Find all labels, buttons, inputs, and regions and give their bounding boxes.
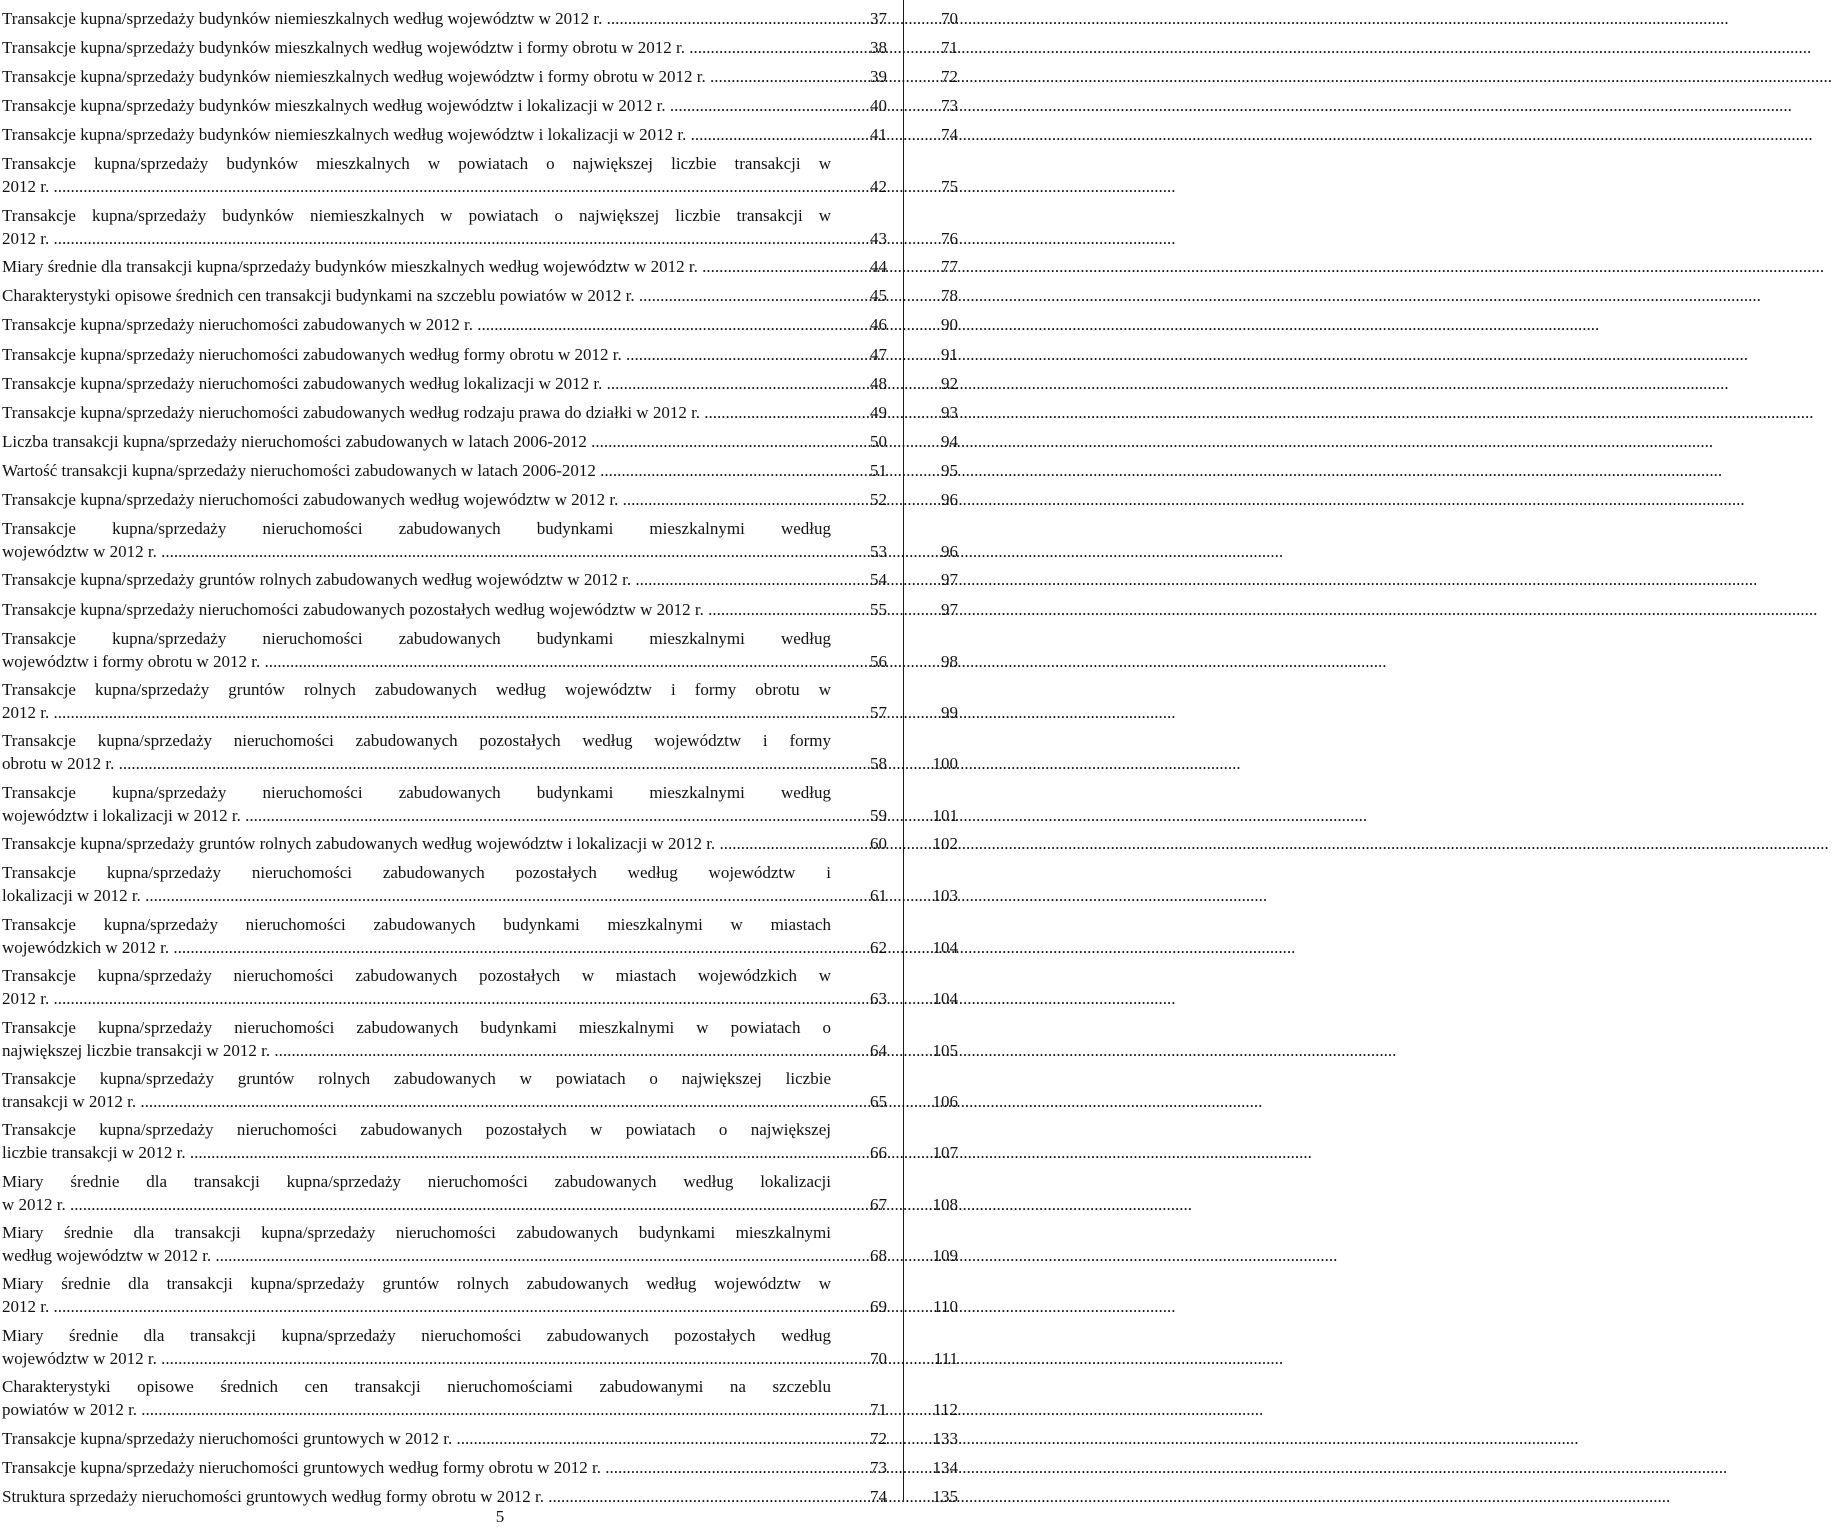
dot-leader: ..... ... <box>702 255 1824 278</box>
toc-entry-number: 54 <box>870 570 887 590</box>
toc-entry-title-line-with-leader <box>2 832 831 855</box>
dot-leader: ..... ... <box>119 752 1241 775</box>
toc-entry-title-line: Transakcje kupna/sprzedaży nieruchomości zabudowanych budynkami mieszkalnymi według <box>2 519 831 539</box>
toc-entry-title-line: Transakcje kupna/sprzedaży nieruchomości zabudowanych pozostałych w miastach wojewódzkich w <box>2 966 831 986</box>
dot-leader: ..... ... <box>245 804 1367 827</box>
toc-entry-title-line: Transakcje kupna/sprzedaży nieruchomości zabudowanych pozostałych według województw i formy <box>2 731 831 751</box>
toc-entry[interactable] <box>0 517 1284 568</box>
toc-entry-title-line: Miary średnie dla transakcji kupna/sprzedaży gruntów rolnych zabudowanych według województw w <box>2 1274 831 1294</box>
toc-entry-number: 73 <box>870 1457 887 1477</box>
toc-entry[interactable] <box>0 123 1813 152</box>
toc-entry-title-text: województw i formy obrotu w 2012 r. <box>2 651 265 671</box>
toc-entry[interactable] <box>0 678 1176 729</box>
toc-entry-title <box>2 832 831 855</box>
toc-entry-title-text: Struktura sprzedaży nieruchomości gruntowych według formy obrotu w 2012 r. <box>2 1486 549 1506</box>
toc-entry-page-number: 90 <box>941 315 958 335</box>
toc-entry[interactable] <box>0 1272 1176 1323</box>
toc-entry[interactable] <box>0 861 1268 912</box>
toc-entry-page-number: 96 <box>941 542 958 562</box>
toc-entry[interactable] <box>0 627 1387 678</box>
dot-leader: ..... ... <box>161 540 1283 563</box>
toc-entry-page-number: 101 <box>932 805 958 825</box>
toc-entry-page-number: 108 <box>932 1194 958 1214</box>
toc-entry[interactable] <box>0 313 1600 342</box>
toc-entry[interactable] <box>0 204 1176 255</box>
toc-entry-page-number: 134 <box>932 1457 958 1477</box>
toc-entry[interactable] <box>0 1221 1338 1272</box>
toc-entry-page-number: 78 <box>941 286 958 306</box>
toc-entry[interactable] <box>0 598 960 627</box>
toc-entry[interactable] <box>0 459 1723 488</box>
toc-entry-title-text: transakcji w 2012 r. <box>2 1091 141 1111</box>
toc-entry-title-line: Transakcje kupna/sprzedaży budynków mieszkalnych w powiatach o największej liczbie transakcji w <box>2 154 831 174</box>
toc-entry[interactable] <box>0 729 1241 780</box>
toc-entry-page-number: 102 <box>932 834 958 854</box>
toc-entry-page-number: 99 <box>941 703 958 723</box>
toc-entry-page-number: 92 <box>941 373 958 393</box>
toc-entry-title-line: Transakcje kupna/sprzedaży nieruchomości zabudowanych budynkami mieszkalnymi w powiatach o <box>2 1017 831 1037</box>
toc-entry-page-number: 105 <box>932 1040 958 1060</box>
toc-entry-page-number: 70 <box>941 9 958 28</box>
toc-entry-title-text: Transakcje kupna/sprzedaży budynków mieszkalnych według województw i formy obrotu w 2012 r. <box>2 38 690 58</box>
dot-leader: ..... ... <box>635 568 1757 591</box>
dot-leader: ..... ... <box>173 936 1295 959</box>
toc-entry[interactable] <box>0 430 1714 459</box>
toc-entry-number: 58 <box>870 754 887 774</box>
toc-entry-title-text: 2012 r. <box>2 989 54 1009</box>
toc-entry-title-line: Miary średnie dla transakcji kupna/sprzedaży nieruchomości zabudowanych pozostałych według <box>2 1325 831 1345</box>
toc-entry-number: 37 <box>870 9 887 28</box>
dot-leader: ..... ... <box>607 372 1729 395</box>
toc-entry[interactable] <box>0 1118 1312 1169</box>
toc-entry-number: 61 <box>870 886 887 906</box>
dot-leader: ..... ... <box>274 1039 1396 1062</box>
dot-leader: ..... ... <box>689 36 1811 59</box>
toc-entry-number: 50 <box>870 431 887 451</box>
dot-leader: ..... ... <box>456 1427 1578 1450</box>
toc-entry-page-number: 98 <box>941 651 958 671</box>
toc-entry-number: 70 <box>870 1348 887 1368</box>
toc-entry-title-text: Charakterystyki opisowe średnich cen transakcji budynkami na szczeblu powiatów w 2012 r. <box>2 286 639 306</box>
toc-entry[interactable] <box>0 913 1296 964</box>
toc-entry-title-text: Miary średnie dla transakcji kupna/sprzedaży budynków mieszkalnych według województw w 2012 r. <box>2 257 703 277</box>
toc-entry-title-text: 2012 r. <box>2 228 54 248</box>
toc-entry-title-text: liczbie transakcji w 2012 r. <box>2 1143 190 1163</box>
toc-entry-number: 53 <box>870 542 887 562</box>
toc-entry-number: 45 <box>870 286 887 306</box>
toc-entry-title-text: według województw w 2012 r. <box>2 1246 216 1266</box>
toc-entry[interactable] <box>0 284 1761 313</box>
toc-entry-title-text: lokalizacji w 2012 r. <box>2 886 146 906</box>
toc-entry-page-number: 94 <box>941 431 958 451</box>
toc-entry-page-number: 77 <box>941 257 958 277</box>
toc-entry-page-number: 71 <box>941 38 958 58</box>
toc-entry[interactable] <box>0 36 1812 65</box>
toc-entry-page-number: 73 <box>941 96 958 116</box>
toc-entry-title-line-with-leader <box>2 598 831 621</box>
toc-entry-number: 42 <box>870 177 887 197</box>
dot-leader: ..... ... <box>145 884 1267 907</box>
toc-entry-number: 72 <box>870 1428 887 1448</box>
toc-entry-page-number: 103 <box>932 886 958 906</box>
toc-entry-page-number: 100 <box>932 754 958 774</box>
dot-leader: ..... ... <box>140 1090 1262 1113</box>
toc-entry-number: 57 <box>870 703 887 723</box>
toc-entry-title-text: Transakcje kupna/sprzedaży nieruchomości zabudowanych według lokalizacji w 2012 r. <box>2 373 607 393</box>
toc-entry-page-number: 109 <box>932 1246 958 1266</box>
toc-entry-number: 51 <box>870 460 887 480</box>
toc-entry-title-line: Transakcje kupna/sprzedaży nieruchomości zabudowanych pozostałych według województw i <box>2 863 831 883</box>
toc-entry-page-number: 95 <box>941 460 958 480</box>
toc-entry[interactable] <box>0 1375 1264 1426</box>
dot-leader: ..... ... <box>53 1295 1175 1318</box>
toc-entry[interactable] <box>0 372 1729 401</box>
toc-entry[interactable] <box>0 1324 1284 1375</box>
page-footer-number: 5 <box>495 1507 505 1526</box>
toc-entry[interactable] <box>0 1170 1192 1221</box>
toc-entry-number: 48 <box>870 373 887 393</box>
dot-leader: ..... ... <box>141 1398 1263 1421</box>
toc-entry-number: 49 <box>870 402 887 422</box>
toc-entry[interactable] <box>0 343 1748 372</box>
toc-entry-title-text: Transakcje kupna/sprzedaży nieruchomości gruntowych według formy obrotu w 2012 r. <box>2 1457 606 1477</box>
toc-entry-title-line-with-leader <box>2 401 831 424</box>
toc-entry-title-text: Transakcje kupna/sprzedaży nieruchomości gruntowych w 2012 r. <box>2 1428 457 1448</box>
toc-entry-title-text: Wartość transakcji kupna/sprzedaży nieruchomości zabudowanych w latach 2006-2012 <box>2 460 601 480</box>
dot-leader: ..... ... <box>53 987 1175 1010</box>
dot-leader: ..... ... <box>670 94 1792 117</box>
toc-entry-title-text: największej liczbie transakcji w 2012 r. <box>2 1040 275 1060</box>
toc-entry-title-text: województw w 2012 r. <box>2 542 162 562</box>
toc-entry-title-line: Transakcje kupna/sprzedaży gruntów rolnych zabudowanych w powiatach o największej liczbie <box>2 1068 831 1088</box>
toc-entry-page-number: 112 <box>933 1400 958 1420</box>
toc-entry-title-text: Transakcje kupna/sprzedaży budynków niemieszkalnych według województw i lokalizacji w 2012 r. <box>2 125 691 145</box>
toc-entry-page-number: 111 <box>933 1348 958 1368</box>
toc-entry-title-line: Transakcje kupna/sprzedaży nieruchomości zabudowanych pozostałych w powiatach o największej <box>2 1120 831 1140</box>
toc-entry-number: 71 <box>870 1400 887 1420</box>
toc-entry-number: 40 <box>870 96 887 116</box>
toc-entry-page-number: 97 <box>941 570 958 590</box>
toc-entry[interactable] <box>0 94 1792 123</box>
dot-leader: ..... ... <box>477 313 1599 336</box>
toc-entry[interactable] <box>0 1456 1728 1485</box>
toc-entry-title-text: Transakcje kupna/sprzedaży budynków niemieszkalnych według województw i formy obrotu w 2012 r. <box>2 67 711 87</box>
toc-entry-page-number: 107 <box>932 1143 958 1163</box>
dot-leader: ..... ... <box>53 227 1175 250</box>
toc-entry[interactable] <box>0 964 1176 1015</box>
toc-entry-title-text: Transakcje kupna/sprzedaży gruntów rolnych zabudowanych według województw w 2012 r. <box>2 570 636 590</box>
dot-leader: ..... ... <box>265 650 1387 673</box>
toc-entry-title-line: Transakcje kupna/sprzedaży nieruchomości zabudowanych budynkami mieszkalnymi w miastach <box>2 914 831 934</box>
toc-entry-page-number: 75 <box>941 177 958 197</box>
dot-leader: ..... ... <box>53 175 1175 198</box>
toc-entry-title-text: Transakcje kupna/sprzedaży budynków mieszkalnych według województw i lokalizacji w 2012 r. <box>2 96 670 116</box>
toc-entry-page-number: 104 <box>932 937 958 957</box>
toc-entry-title-text: Transakcje kupna/sprzedaży nieruchomości zabudowanych pozostałych według województw w 2012 r. <box>2 599 709 619</box>
toc-entry-title-text: 2012 r. <box>2 703 54 723</box>
toc-entry-number: 56 <box>870 651 887 671</box>
dot-leader: ..... ... <box>70 1193 1192 1216</box>
toc-entry[interactable] <box>0 65 1832 94</box>
toc-entry[interactable] <box>0 255 1825 284</box>
toc-entry-title-text: Transakcje kupna/sprzedaży nieruchomości zabudowanych w 2012 r. <box>2 315 478 335</box>
toc-entry-number: 43 <box>870 228 887 248</box>
toc-entry-number: 62 <box>870 937 887 957</box>
toc-entry-title-text: 2012 r. <box>2 177 54 197</box>
toc-entry-title-text: powiatów w 2012 r. <box>2 1400 142 1420</box>
toc-entry-number: 68 <box>870 1246 887 1266</box>
toc-entry-page-number: 104 <box>932 989 958 1009</box>
toc-entry[interactable] <box>0 568 1758 597</box>
toc-entry[interactable] <box>0 488 1745 517</box>
toc-entry-page-number: 106 <box>932 1091 958 1111</box>
toc-entry-title-text: 2012 r. <box>2 1297 54 1317</box>
toc-entry-number: 41 <box>870 125 887 145</box>
toc-entry-page-number: 133 <box>932 1428 958 1448</box>
toc-entry-title-text: Transakcje kupna/sprzedaży budynków niemieszkalnych według województw w 2012 r. <box>2 9 607 28</box>
toc-entry-title-text: w 2012 r. <box>2 1194 70 1214</box>
toc-entry-page-number: 96 <box>941 490 958 509</box>
toc-entry-number: 59 <box>870 805 887 825</box>
toc-entry-page-number: 72 <box>941 67 958 87</box>
dot-leader: ..... ... <box>623 488 1745 511</box>
toc-entry-title-text: Transakcje kupna/sprzedaży gruntów rolnych zabudowanych według województw i lokalizacji w 2012 r. <box>2 834 720 854</box>
toc-entry-title-line: Transakcje kupna/sprzedaży budynków niemieszkalnych w powiatach o największej liczbie transakcji w <box>2 205 831 225</box>
toc-entry-title-text: Transakcje kupna/sprzedaży nieruchomości zabudowanych według rodzaju prawa do działki w 2012 r. <box>2 402 705 422</box>
toc-entry-title-line: Transakcje kupna/sprzedaży gruntów rolnych zabudowanych według województw i formy obrotu w <box>2 680 831 700</box>
toc-entry-page-number: 74 <box>941 125 958 145</box>
toc-entry[interactable] <box>0 1427 1579 1456</box>
toc-entry-number: 65 <box>870 1091 887 1111</box>
toc-entry[interactable] <box>0 1016 1397 1067</box>
toc-entry-number: 55 <box>870 599 887 619</box>
toc-entry-page-number: 93 <box>941 402 958 422</box>
toc-entry-title-line: Transakcje kupna/sprzedaży nieruchomości zabudowanych budynkami mieszkalnymi według <box>2 782 831 802</box>
dot-leader: ..... ... <box>605 1456 1727 1479</box>
toc-entry-number: 47 <box>870 344 887 364</box>
toc-entry[interactable] <box>0 401 960 430</box>
toc-entry[interactable] <box>0 152 1176 203</box>
toc-entry-number: 67 <box>870 1194 887 1214</box>
toc-entry-number: 52 <box>870 490 887 509</box>
toc-entry-number: 69 <box>870 1297 887 1317</box>
toc-entry-number: 38 <box>870 38 887 58</box>
toc-entry-number: 74 <box>870 1486 887 1506</box>
dot-leader: ..... ... <box>548 1485 1670 1508</box>
toc-entry-title-text: Transakcje kupna/sprzedaży nieruchomości zabudowanych według formy obrotu w 2012 r. <box>2 344 626 364</box>
toc-entry-title-text: Transakcje kupna/sprzedaży nieruchomości zabudowanych według województw w 2012 r. <box>2 490 623 509</box>
toc-entry-title-line: Miary średnie dla transakcji kupna/sprzedaży nieruchomości zabudowanych budynkami mieszkalnymi <box>2 1223 831 1243</box>
table-of-contents-list <box>0 7 1832 1514</box>
toc-entry-page-number: 135 <box>932 1486 958 1506</box>
toc-entry-page-number: 91 <box>941 344 958 364</box>
toc-entry-title <box>2 598 831 621</box>
toc-entry-title-text: wojewódzkich w 2012 r. <box>2 937 174 957</box>
dot-leader: ..... ... <box>591 430 1713 453</box>
toc-entry-page-number: 76 <box>941 228 958 248</box>
toc-entry-title-text: Liczba transakcji kupna/sprzedaży nieruchomości zabudowanych w latach 2006-2012 <box>2 431 592 451</box>
dot-leader: ..... ... <box>639 284 1761 307</box>
dot-leader: ..... ... <box>600 459 1722 482</box>
toc-entry[interactable] <box>0 832 960 861</box>
toc-entry-number: 39 <box>870 67 887 87</box>
toc-entry-title-line: Charakterystyki opisowe średnich cen transakcji nieruchomościami zabudowanymi na szczeblu <box>2 1377 831 1397</box>
toc-entry-number: 63 <box>870 989 887 1009</box>
toc-entry-number: 46 <box>870 315 887 335</box>
toc-entry-title-text: województw w 2012 r. <box>2 1348 162 1368</box>
toc-entry-number: 44 <box>870 257 887 277</box>
toc-entry-title-line: Miary średnie dla transakcji kupna/sprzedaży nieruchomości zabudowanych według lokalizacji <box>2 1171 831 1191</box>
toc-entry[interactable] <box>0 781 1368 832</box>
toc-entry-number: 66 <box>870 1143 887 1163</box>
dot-leader: ..... ... <box>161 1347 1283 1370</box>
toc-entry-title <box>2 401 831 424</box>
dot-leader: ..... ... <box>626 343 1748 366</box>
toc-entry-title-line: Transakcje kupna/sprzedaży nieruchomości zabudowanych budynkami mieszkalnymi według <box>2 628 831 648</box>
toc-entry-number: 64 <box>870 1040 887 1060</box>
toc-entry-title-text: województw i lokalizacji w 2012 r. <box>2 805 246 825</box>
toc-entry[interactable] <box>0 7 1729 36</box>
toc-entry-page-number: 97 <box>941 599 958 619</box>
dot-leader: ..... ... <box>190 1141 1312 1164</box>
dot-leader: ..... ... <box>691 123 1813 146</box>
toc-entry[interactable] <box>0 1067 1263 1118</box>
dot-leader: ..... ... <box>215 1244 1337 1267</box>
toc-entry-page-number: 110 <box>933 1297 958 1317</box>
toc-entry-title-text: obrotu w 2012 r. <box>2 754 119 774</box>
dot-leader: ..... ... <box>710 65 1832 88</box>
toc-entry-number: 60 <box>870 834 887 854</box>
dot-leader: ..... ... <box>53 701 1175 724</box>
dot-leader: ..... ... <box>607 7 1729 30</box>
